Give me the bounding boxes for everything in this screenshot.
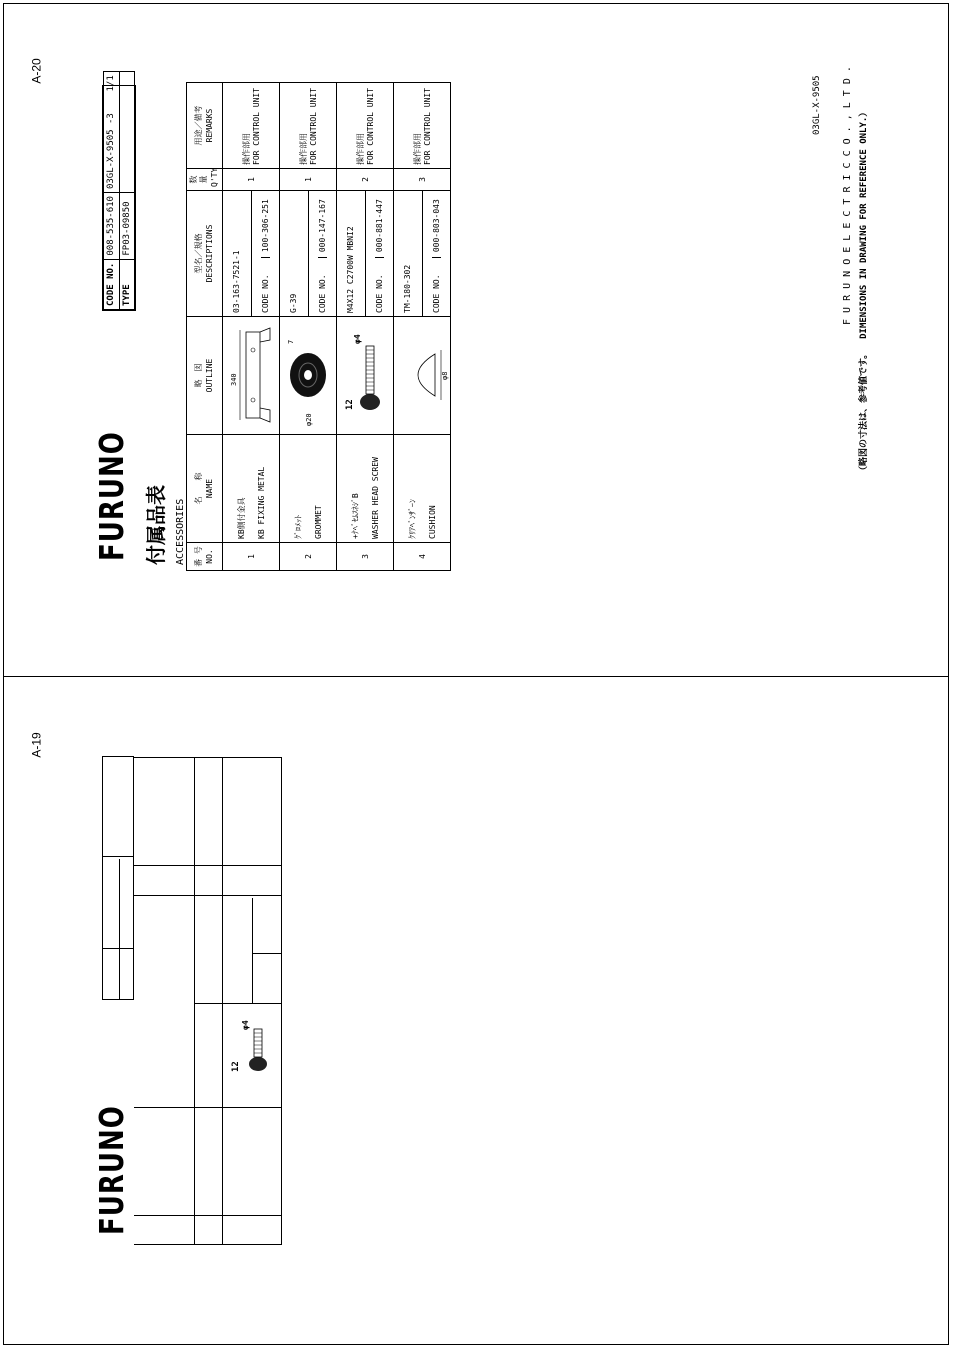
svg-text:12: 12 [345, 399, 356, 411]
svg-text:φ4: φ4 [241, 1020, 250, 1030]
footer-company: F U R U N O E L E C T R I C C O . , L T D . [842, 66, 853, 325]
type-value: FP03-09850 [119, 193, 135, 260]
table-row: 3 +ﾅﾍﾞｾﾑｽﾈｼﾞB WASHER HEAD SCREW 12 φ4 M4X12 C2700W MBNI2 CODE NO. 000-881-447 2 操作部用 FOR CONTROL UNIT [337, 83, 394, 571]
footer-doc-code: 03GL-X-9505 [812, 75, 822, 135]
code-box [102, 756, 134, 1000]
grommet-drawing [280, 317, 337, 435]
furuno-logo: FURUNO [94, 1105, 132, 1235]
cushion-drawing [394, 317, 451, 435]
title-block [140, 485, 186, 565]
fixing-metal-drawing [223, 317, 280, 435]
code-label: CODE NO. [104, 259, 120, 309]
svg-text:φ4: φ4 [353, 334, 363, 345]
table-row: 2 ｸﾞﾛﾒｯﾄ GROMMET φ20 7 G-39 CODE NO. 000-147-167 1 操作部用 FOR CONTROL UNIT [280, 83, 337, 571]
sheet-number: 1/1 [106, 75, 117, 92]
screw-drawing [226, 1014, 276, 1074]
screw-drawing [337, 317, 394, 435]
svg-text:340: 340 [230, 373, 239, 387]
svg-text:12: 12 [231, 1061, 241, 1072]
table-header-row: 番 号 NO. 名 称 NAME 略 図 OUTLINE 型名／規格 DESCRIPTIONS 数量 Q'TY 用途／備考 REMARKS [187, 83, 223, 571]
page-number-bottom: A-19 [29, 732, 44, 758]
svg-text:φ8: φ8 [441, 372, 450, 381]
svg-text:7: 7 [287, 340, 296, 345]
footer-note: （略図の寸法は、参考値です。 DIMENSIONS IN DRAWING FOR REFERENCE ONLY.） [859, 107, 869, 475]
blank-table [134, 757, 282, 1245]
accessories-sheet [94, 75, 456, 571]
code-number: 008-535-610 [104, 193, 120, 260]
page-number-top: A-20 [29, 58, 44, 84]
doc-code: 03GL-X-9505 -3 1/1 [104, 72, 120, 193]
type-label: TYPE [119, 259, 135, 309]
table-row: 1 KB側付金具 KB FIXING METAL 340 03-163-7521-1 CODE NO. 100-306-251 1 操作部用 FOR CONTROL UNIT [223, 83, 280, 571]
svg-text:φ20: φ20 [305, 413, 314, 427]
title-english: ACCESSORIES [175, 498, 186, 565]
table-row: 4 ｸﾘｱﾍﾞﾝｻﾞｰﾝ CUSHION φ8 TM-180-302 CODE NO. 000-803-043 3 操作部用 FOR CONTROL UNIT [394, 83, 451, 571]
code-box [102, 75, 136, 311]
blank-accessories-sheet [94, 757, 282, 1245]
page-divider [3, 676, 949, 677]
title-japanese: 付属品表 [144, 485, 168, 565]
furuno-logo: FURUNO [94, 431, 132, 561]
accessories-table [186, 82, 451, 571]
